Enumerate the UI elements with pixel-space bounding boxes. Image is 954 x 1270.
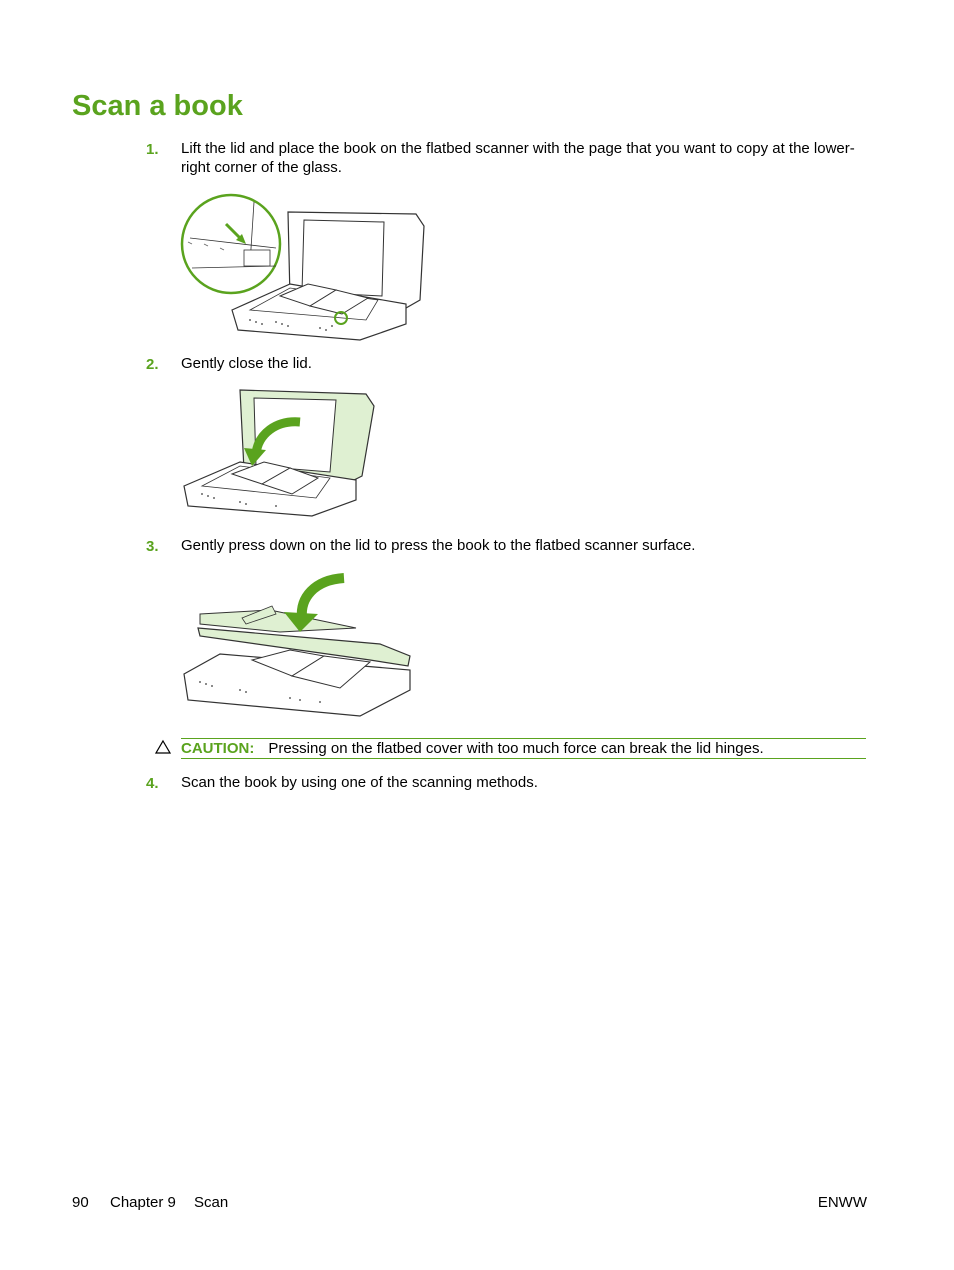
closing-lid-illustration [180,386,380,521]
footer-page-number: 90 [72,1194,89,1211]
open-lid-book-illustration [180,192,430,342]
footer-chapter: Chapter 9 [110,1194,176,1211]
press-lid-illustration [180,570,420,720]
step-3-number: 3. [146,538,159,555]
step-3-text: Gently press down on the lid to press the book to the flatbed scanner surface. [181,537,696,554]
caution-triangle-icon [155,739,171,755]
step-1-text: Lift the lid and place the book on the flatbed scanner with the page that you want to copy at the lower-right corner of the glass. [181,140,855,176]
step-1-number: 1. [146,141,159,158]
step-4-text: Scan the book by using one of the scanning methods. [181,774,538,791]
step-2-number: 2. [146,356,159,373]
page-title: Scan a book [72,90,243,122]
caution-note [181,738,866,759]
step-2-text: Gently close the lid. [181,355,312,372]
footer-section: Scan [194,1194,229,1211]
caution-label: CAUTION: [181,740,255,757]
footer-right-label: ENWW [817,1194,867,1211]
caution-text: Pressing on the flatbed cover with too much force can break the lid hinges. [268,740,764,757]
step-4-number: 4. [146,775,159,792]
